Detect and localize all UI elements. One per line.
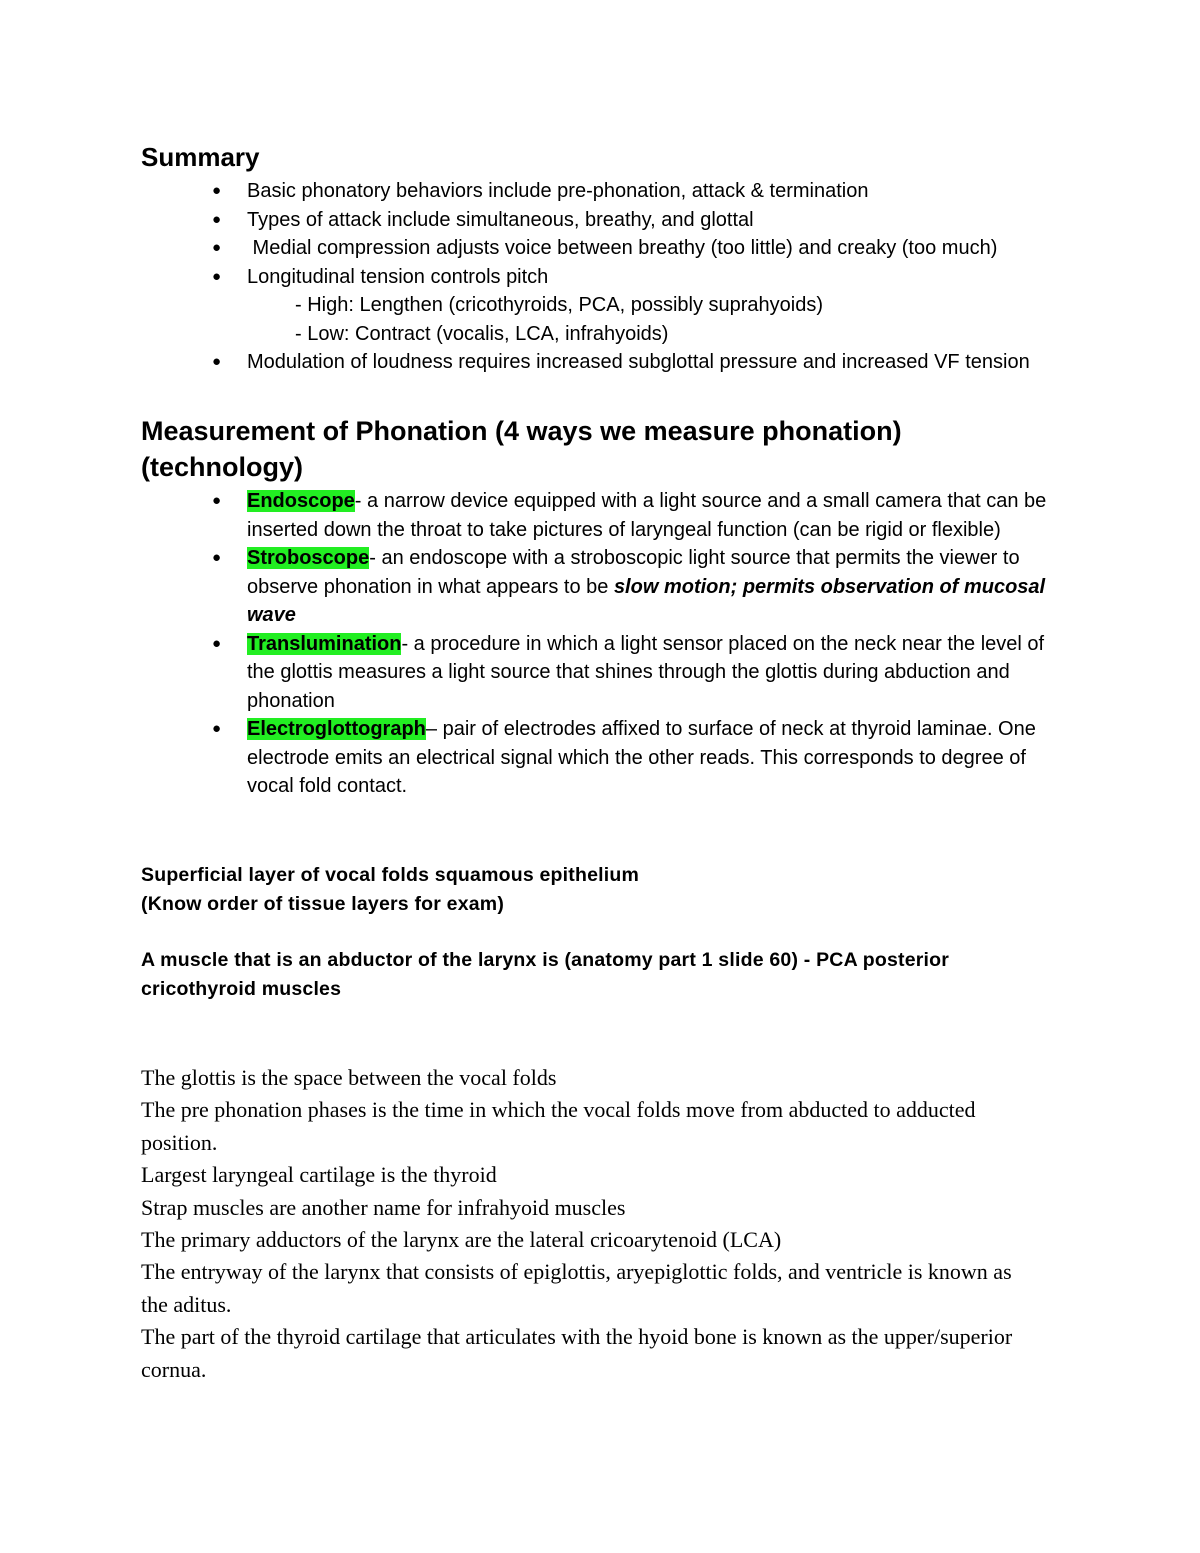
sub-item-low: - Low: Contract (vocalis, LCA, infrahyoids)	[295, 322, 669, 345]
bullet-icon: ●	[212, 182, 222, 199]
emphasis-text: slow motion; permits observation of mucosal wave	[247, 575, 1046, 626]
list-item-endoscope: ● Endoscope- a narrow device equipped with a light source and a small camera that can be inserted down the throat to take pictures of laryngeal function (can be rigid or flexible)	[0, 487, 1200, 544]
measurement-list	[0, 487, 1200, 801]
bullet-icon: ●	[212, 720, 222, 737]
bullet-icon: ●	[212, 549, 222, 566]
term-highlight: Stroboscope	[247, 547, 370, 569]
abductor-note: A muscle that is an abductor of the larynx is (anatomy part 1 slide 60) - PCA posterior cricothyroid muscles	[141, 949, 950, 1000]
measurement-heading: Measurement of Phonation (4 ways we measure phonation) (technology)	[141, 416, 902, 482]
fact-line: The part of the thyroid cartilage that articulates with the hyoid bone is known as the upper/superior cornua.	[141, 1324, 1013, 1382]
list-item: ● Types of attack include simultaneous, breathy, and glottal	[0, 206, 1200, 235]
sub-item-high: - High: Lengthen (cricothyroids, PCA, possibly suprahyoids)	[295, 294, 824, 316]
facts-section	[141, 1062, 1041, 1386]
superficial-layer-note: Superficial layer of vocal folds squamous epithelium	[141, 864, 640, 886]
summary-heading: Summary	[141, 142, 260, 172]
bullet-icon: ●	[212, 492, 222, 509]
summary-list	[0, 177, 1200, 377]
fact-line: The glottis is the space between the vocal folds	[141, 1065, 557, 1090]
list-item: ● Medial compression adjusts voice between breathy (too little) and creaky (too much)	[0, 234, 1200, 263]
term-highlight: Endoscope	[247, 490, 355, 512]
term-highlight: Translumination	[247, 632, 402, 655]
bullet-icon: ●	[212, 239, 222, 256]
fact-line: Largest laryngeal cartilage is the thyroid	[141, 1162, 497, 1188]
fact-line: The primary adductors of the larynx are the lateral cricoarytenoid (LCA)	[141, 1227, 782, 1253]
list-item: ● Modulation of loudness requires increased subglottal pressure and increased VF tension	[0, 348, 1200, 377]
list-item-electroglottograph: ● Electroglottograph– pair of electrodes affixed to surface of neck at thyroid laminae. One electrode emits an electrical signal which the other reads. This corresponds to degree of vocal fold contact.	[0, 715, 1200, 801]
list-item: ● Basic phonatory behaviors include pre-phonation, attack & termination	[0, 177, 1200, 206]
fact-line: The entryway of the larynx that consists of epiglottis, aryepiglottic folds, and ventricle is known as the aditus.	[141, 1259, 1012, 1317]
bullet-icon: ●	[212, 210, 222, 228]
fact-line: Strap muscles are another name for infrahyoid muscles	[141, 1194, 626, 1220]
fact-line: The pre phonation phases is the time in which the vocal folds move from abducted to adducted position.	[141, 1097, 976, 1155]
list-item-stroboscope: ● Stroboscope- an endoscope with a stroboscopic light source that permits the viewer to observe phonation in what appears to be slow motion; permits observation of mucosal wave	[0, 544, 1200, 630]
bullet-icon: ●	[212, 353, 222, 370]
list-item: ● Longitudinal tension controls pitch - High: Lengthen (cricothyroids, PCA, possibly suprahyoids) - Low: Contract (vocalis, LCA, infrahyoids)	[0, 263, 1200, 349]
bullet-icon: ●	[212, 267, 222, 285]
know-order-note: (Know order of tissue layers for exam)	[141, 893, 505, 915]
list-item-translumination: ● Translumination- a procedure in which a light sensor placed on the neck near the level of the glottis measures a light source that shines through the glottis during abduction and phonation	[0, 630, 1200, 716]
term-highlight: Electroglottograph	[247, 718, 426, 740]
bullet-icon: ●	[212, 634, 222, 652]
